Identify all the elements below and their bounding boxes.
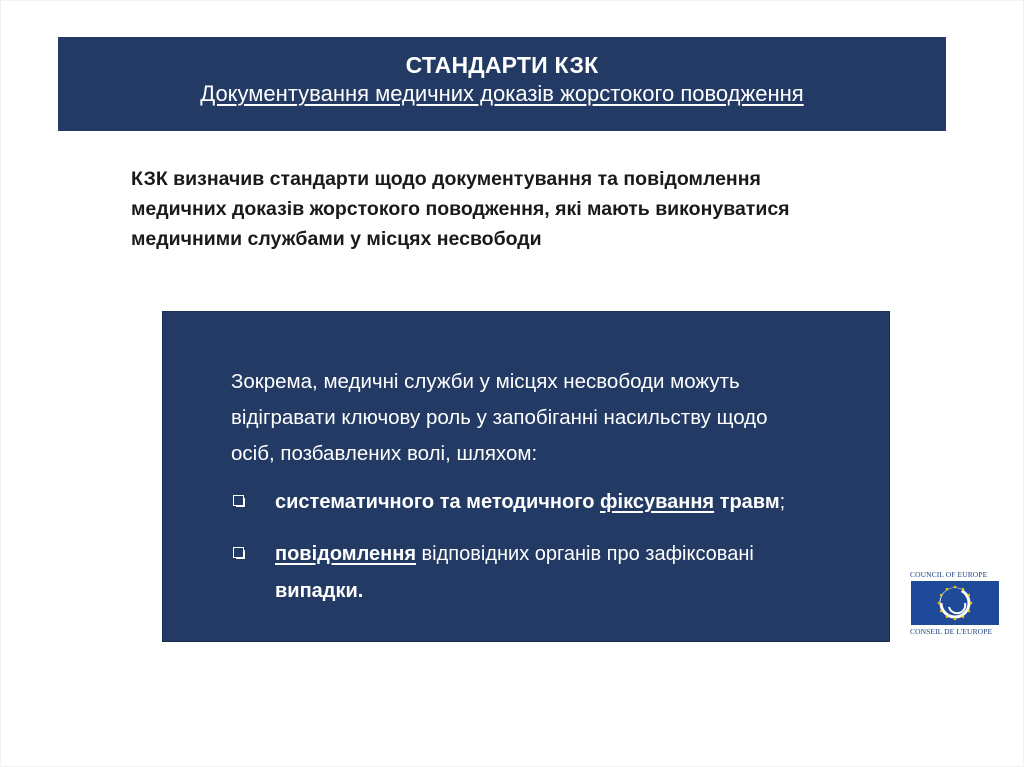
intro-line: КЗК визначив стандарти щодо документування та повідомлення [131, 168, 761, 190]
bullet-text-part: систематичного та методичного [275, 491, 601, 513]
bullet-punctuation: ; [779, 491, 786, 513]
intro-line: медичними службами у місцях несвободи [131, 228, 542, 250]
panel-line: Зокрема, медичні служби у місцях несвободи можуть [231, 370, 740, 393]
bullet-underlined-term: фіксування [600, 491, 715, 513]
bullet-text [275, 536, 754, 610]
info-panel [162, 311, 890, 642]
checkbox-bullet-icon [233, 547, 244, 558]
checkbox-bullet-icon [233, 495, 244, 506]
logo-top-text: COUNCIL OF EUROPE [910, 570, 988, 579]
bullet-text-part: відповідних органів про зафіксовані [416, 543, 754, 565]
logo-bottom-text: CONSEIL DE L'EUROPE [910, 627, 993, 636]
title-banner [58, 37, 946, 131]
slide-title: СТАНДАРТИ КЗК [405, 52, 599, 78]
slide-subtitle: Документування медичних доказів жорстокого поводження [200, 81, 804, 106]
bullet-text-part: випадки. [275, 580, 364, 602]
panel-line: відігравати ключову роль у запобіганні насильству щодо [231, 406, 768, 429]
panel-paragraph [231, 364, 871, 472]
bullet-text [275, 484, 785, 521]
intro-paragraph [131, 164, 911, 254]
bullet-underlined-term: повідомлення [275, 543, 416, 565]
panel-line: осіб, позбавлених волі, шляхом: [231, 442, 538, 465]
council-of-europe-logo [910, 570, 1002, 638]
bullet-text-part: травм [714, 491, 780, 513]
logo-emblem [911, 581, 999, 625]
stars-circle-icon [911, 581, 999, 625]
intro-line: медичних доказів жорстокого поводження, які мають виконуватися [131, 198, 790, 220]
